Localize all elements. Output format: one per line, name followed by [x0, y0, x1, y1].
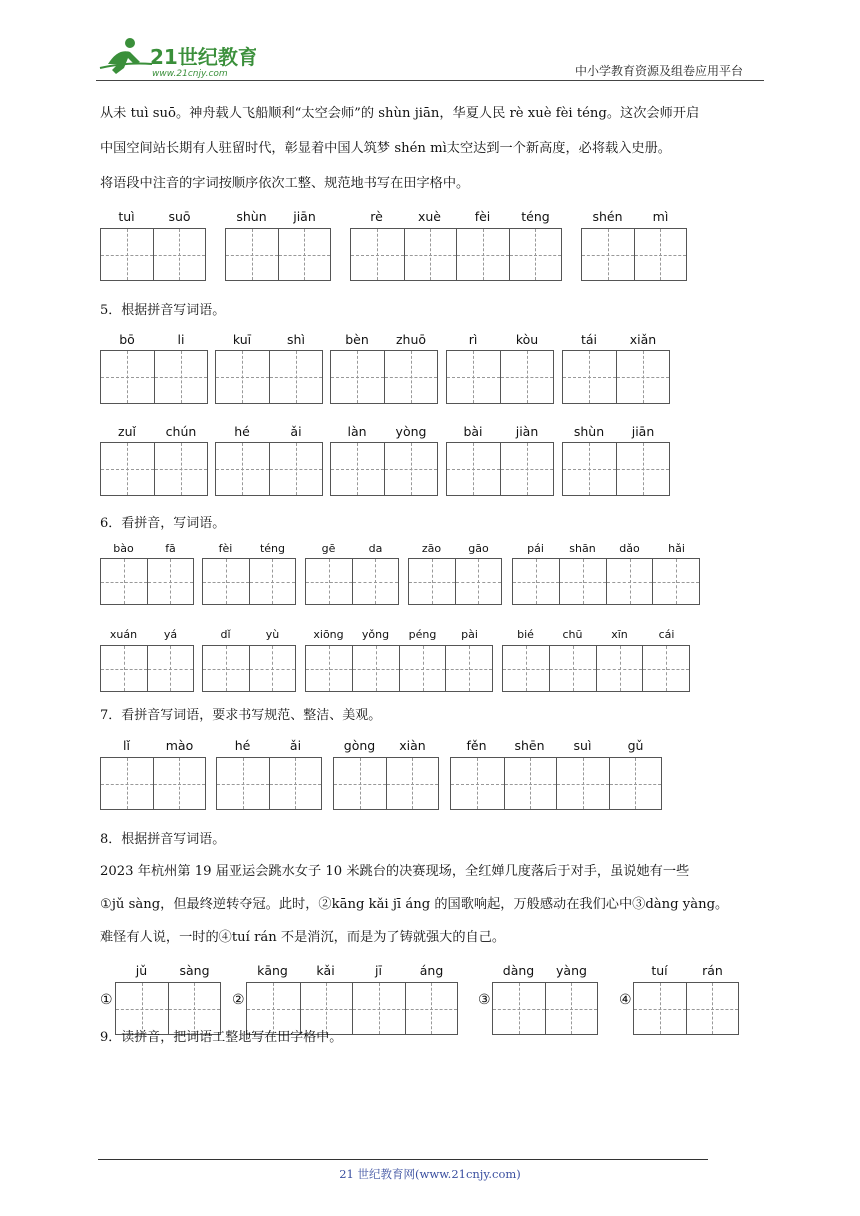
q8-paragraph-line2: ①jǔ sàng，但最终逆转夺冠。此时，②kāng kǎi jī áng 的国歌响起，万般感动在我们心中③dàng yàng。 [100, 897, 729, 912]
writing-grid-group [100, 350, 208, 404]
pinyin-label: tái [580, 332, 598, 347]
pinyin-label: hé [234, 738, 251, 753]
pinyin-label: gòng [343, 738, 376, 753]
tianzige-cell[interactable] [509, 229, 562, 280]
pinyin-label: jiān [293, 209, 316, 224]
writing-grid-group [581, 228, 687, 281]
tianzige-cell[interactable] [154, 443, 207, 495]
pinyin-label: jǔ [135, 963, 148, 978]
pinyin-label: xiǎn [629, 332, 657, 347]
pinyin-label: da [368, 542, 383, 555]
pinyin-label: áng [419, 963, 444, 978]
writing-grid-group [100, 757, 206, 810]
pinyin-label: chū [562, 628, 583, 641]
tianzige-cell[interactable] [352, 646, 399, 691]
tianzige-cell[interactable] [331, 443, 384, 495]
pinyin-label: shì [287, 332, 305, 347]
pinyin-label: làn [347, 424, 367, 439]
tianzige-cell[interactable] [563, 351, 616, 403]
tianzige-cell[interactable] [203, 559, 249, 604]
tianzige-cell[interactable] [445, 646, 492, 691]
pinyin-label: suō [168, 209, 191, 224]
pinyin-label: fěn [466, 738, 487, 753]
tianzige-cell[interactable] [634, 983, 686, 1034]
pinyin-label: dǎo [619, 542, 640, 555]
svg-text:www.21cnjy.com: www.21cnjy.com [152, 69, 228, 79]
writing-grid-group [305, 645, 493, 692]
tianzige-cell[interactable] [331, 351, 384, 403]
pinyin-label: gāo [468, 542, 489, 555]
tianzige-cell[interactable] [616, 443, 669, 495]
tianzige-cell[interactable] [352, 559, 398, 604]
writing-grid-group [492, 982, 598, 1035]
tianzige-cell[interactable] [216, 443, 269, 495]
tianzige-cell[interactable] [504, 758, 557, 809]
writing-grid-group [330, 350, 438, 404]
tianzige-cell[interactable] [249, 646, 295, 691]
pinyin-label: kuī [232, 332, 252, 347]
pinyin-label: xiōng [313, 628, 344, 641]
writing-grid-group [100, 645, 194, 692]
writing-grid-group [446, 350, 554, 404]
writing-grid-group [305, 558, 399, 605]
pinyin-label: dàng [502, 963, 535, 978]
pinyin-label: pài [461, 628, 478, 641]
tianzige-cell[interactable] [500, 351, 553, 403]
pinyin-label: yá [163, 628, 178, 641]
writing-grid-group [446, 442, 554, 496]
footer-divider [98, 1159, 708, 1160]
tianzige-cell[interactable] [556, 758, 609, 809]
pinyin-label: suì [573, 738, 592, 753]
tianzige-cell[interactable] [217, 758, 269, 809]
tianzige-cell[interactable] [153, 758, 205, 809]
pinyin-label: fā [165, 542, 176, 555]
tianzige-cell[interactable] [399, 646, 446, 691]
writing-grid-group [100, 442, 208, 496]
pinyin-label: bō [119, 332, 135, 347]
tianzige-cell[interactable] [616, 351, 669, 403]
pinyin-label: shān [569, 542, 596, 555]
q7-label: 7．看拼音写词语，要求书写规范、整洁、美观。 [100, 708, 382, 723]
q8-marker: ④ [619, 992, 632, 1008]
q8-marker: ③ [478, 992, 491, 1008]
pinyin-label: rì [468, 332, 478, 347]
pinyin-label: péng [408, 628, 437, 641]
q6-label: 6．看拼音，写词语。 [100, 516, 226, 531]
q5-label: 5．根据拼音写词语。 [100, 303, 226, 318]
tianzige-cell[interactable] [451, 758, 504, 809]
tianzige-cell[interactable] [101, 351, 154, 403]
pinyin-label: bèn [345, 332, 369, 347]
writing-grid-group [216, 757, 322, 810]
pinyin-label: shēn [514, 738, 545, 753]
q4-instruction: 将语段中注音的字词按顺序依次工整、规范地书写在田字格中。 [100, 176, 470, 191]
writing-grid-group [450, 757, 662, 810]
tianzige-cell[interactable] [101, 229, 153, 280]
writing-grid-group [330, 442, 438, 496]
pinyin-label: shén [592, 209, 623, 224]
pinyin-label: gǔ [627, 738, 644, 753]
pinyin-label: zhuō [395, 332, 427, 347]
writing-grid-group [225, 228, 331, 281]
svg-text:21世纪教育: 21世纪教育 [150, 45, 256, 69]
writing-grid-group [562, 442, 670, 496]
tianzige-cell[interactable] [101, 559, 147, 604]
writing-grid-group [408, 558, 502, 605]
q8-label: 8．根据拼音写词语。 [100, 832, 226, 847]
header-slogan: 中小学教育资源及组卷应用平台 [575, 64, 744, 78]
pinyin-label: tuì [118, 209, 135, 224]
pinyin-label: gē [321, 542, 336, 555]
tianzige-cell[interactable] [606, 559, 653, 604]
pinyin-label: bài [463, 424, 483, 439]
site-logo [96, 34, 256, 82]
writing-grid-group [100, 558, 194, 605]
footer-text: 21 世纪教育网(www.21cnjy.com) [339, 1167, 521, 1181]
pinyin-label: rè [370, 209, 383, 224]
pinyin-label: yòng [395, 424, 427, 439]
pinyin-label: pái [527, 542, 544, 555]
q4-paragraph-line2: 中国空间站长期有人驻留时代，彰显着中国人筑梦 shén mì太空达到一个新高度，必将载入史册。 [100, 141, 671, 156]
pinyin-label: cái [658, 628, 675, 641]
tianzige-cell[interactable] [278, 229, 330, 280]
pinyin-label: yǒng [361, 628, 390, 641]
tianzige-cell[interactable] [404, 229, 457, 280]
tianzige-cell[interactable] [447, 443, 500, 495]
pinyin-label: dǐ [220, 628, 231, 641]
writing-grid-group [633, 982, 739, 1035]
pinyin-label: fèi [474, 209, 491, 224]
tianzige-cell[interactable] [456, 229, 509, 280]
tianzige-cell[interactable] [545, 983, 597, 1034]
pinyin-label: yù [265, 628, 280, 641]
pinyin-label: fèi [218, 542, 233, 555]
pinyin-label: shùn [236, 209, 267, 224]
tianzige-cell[interactable] [582, 229, 634, 280]
pinyin-label: jī [375, 963, 382, 978]
pinyin-label: xuán [109, 628, 138, 641]
pinyin-label: ǎi [289, 738, 302, 753]
tianzige-cell[interactable] [154, 351, 207, 403]
header-divider [96, 80, 764, 81]
pinyin-label: lǐ [123, 738, 130, 753]
pinyin-label: hǎi [668, 542, 685, 555]
writing-grid-group [512, 558, 700, 605]
tianzige-cell[interactable] [503, 646, 549, 691]
q8-paragraph-line1: 2023 年杭州第 19 届亚运会跳水女子 10 米跳台的决赛现场，全红婵几度落后于对手，虽说她有一些 [100, 864, 690, 879]
tianzige-cell[interactable] [634, 229, 686, 280]
pinyin-label: shùn [573, 424, 605, 439]
tianzige-cell[interactable] [384, 443, 437, 495]
tianzige-cell[interactable] [642, 646, 689, 691]
tianzige-cell[interactable] [351, 229, 404, 280]
tianzige-cell[interactable] [101, 758, 153, 809]
tianzige-cell[interactable] [596, 646, 643, 691]
tianzige-cell[interactable] [203, 646, 249, 691]
pinyin-label: jiàn [515, 424, 539, 439]
tianzige-cell[interactable] [493, 983, 545, 1034]
pinyin-label: mào [165, 738, 194, 753]
pinyin-label: bào [113, 542, 134, 555]
tianzige-cell[interactable] [269, 443, 322, 495]
writing-grid-group [502, 645, 690, 692]
tianzige-cell[interactable] [409, 559, 455, 604]
tianzige-cell[interactable] [652, 559, 699, 604]
pinyin-label: kǎi [316, 963, 335, 978]
tianzige-cell[interactable] [686, 983, 738, 1034]
pinyin-label: xiàn [399, 738, 426, 753]
tianzige-cell[interactable] [249, 559, 295, 604]
tianzige-cell[interactable] [101, 443, 154, 495]
runner-icon [100, 38, 152, 74]
q8-marker: ② [232, 992, 245, 1008]
pinyin-label: téng [521, 209, 550, 224]
pinyin-label: kāng [257, 963, 288, 978]
pinyin-label: zuǐ [118, 424, 136, 439]
writing-grid-group [215, 442, 323, 496]
pinyin-label: sàng [179, 963, 210, 978]
pinyin-label: mì [652, 209, 669, 224]
pinyin-label: kòu [515, 332, 539, 347]
tianzige-cell[interactable] [513, 559, 559, 604]
tianzige-cell[interactable] [101, 646, 147, 691]
tianzige-cell[interactable] [447, 351, 500, 403]
tianzige-cell[interactable] [147, 646, 193, 691]
pinyin-label: ǎi [290, 424, 302, 439]
tianzige-cell[interactable] [559, 559, 606, 604]
tianzige-cell[interactable] [216, 351, 269, 403]
pinyin-label: chún [165, 424, 197, 439]
pinyin-label: yàng [556, 963, 587, 978]
pinyin-label: hé [234, 424, 250, 439]
tianzige-cell[interactable] [306, 559, 352, 604]
writing-grid-group [100, 228, 206, 281]
tianzige-cell[interactable] [269, 758, 321, 809]
pinyin-label: rán [702, 963, 723, 978]
pinyin-label: li [177, 332, 185, 347]
tianzige-cell[interactable] [306, 646, 352, 691]
q8-paragraph-line3: 难怪有人说，一时的④tuí rán 不是消沉，而是为了铸就强大的自己。 [100, 930, 506, 945]
q9-label: 9．读拼音，把词语工整地写在田字格中。 [100, 1030, 343, 1045]
tianzige-cell[interactable] [609, 758, 662, 809]
tianzige-cell[interactable] [334, 758, 386, 809]
q8-marker: ① [100, 992, 113, 1008]
pinyin-label: zāo [421, 542, 442, 555]
tianzige-cell[interactable] [405, 983, 458, 1034]
pinyin-label: xīn [611, 628, 628, 641]
writing-grid-group [215, 350, 323, 404]
writing-grid-group [202, 558, 296, 605]
writing-grid-group [562, 350, 670, 404]
tianzige-cell[interactable] [455, 559, 501, 604]
tianzige-cell[interactable] [269, 351, 322, 403]
tianzige-cell[interactable] [147, 559, 193, 604]
pinyin-label: téng [259, 542, 286, 555]
writing-grid-group [202, 645, 296, 692]
tianzige-cell[interactable] [384, 351, 437, 403]
pinyin-label: tuí [651, 963, 668, 978]
tianzige-cell[interactable] [153, 229, 205, 280]
tianzige-cell[interactable] [226, 229, 278, 280]
writing-grid-group [350, 228, 562, 281]
tianzige-cell[interactable] [549, 646, 596, 691]
tianzige-cell[interactable] [500, 443, 553, 495]
writing-grid-group [333, 757, 439, 810]
tianzige-cell[interactable] [386, 758, 438, 809]
pinyin-label: xuè [417, 209, 441, 224]
pinyin-label: jiān [631, 424, 655, 439]
q4-paragraph-line1: 从未 tuì suō。神舟载人飞船顺利“太空会师”的 shùn jiān，华夏人民 rè xuè fèi téng。这次会师开启 [100, 106, 700, 121]
pinyin-label: bié [517, 628, 534, 641]
tianzige-cell[interactable] [563, 443, 616, 495]
tianzige-cell[interactable] [352, 983, 405, 1034]
